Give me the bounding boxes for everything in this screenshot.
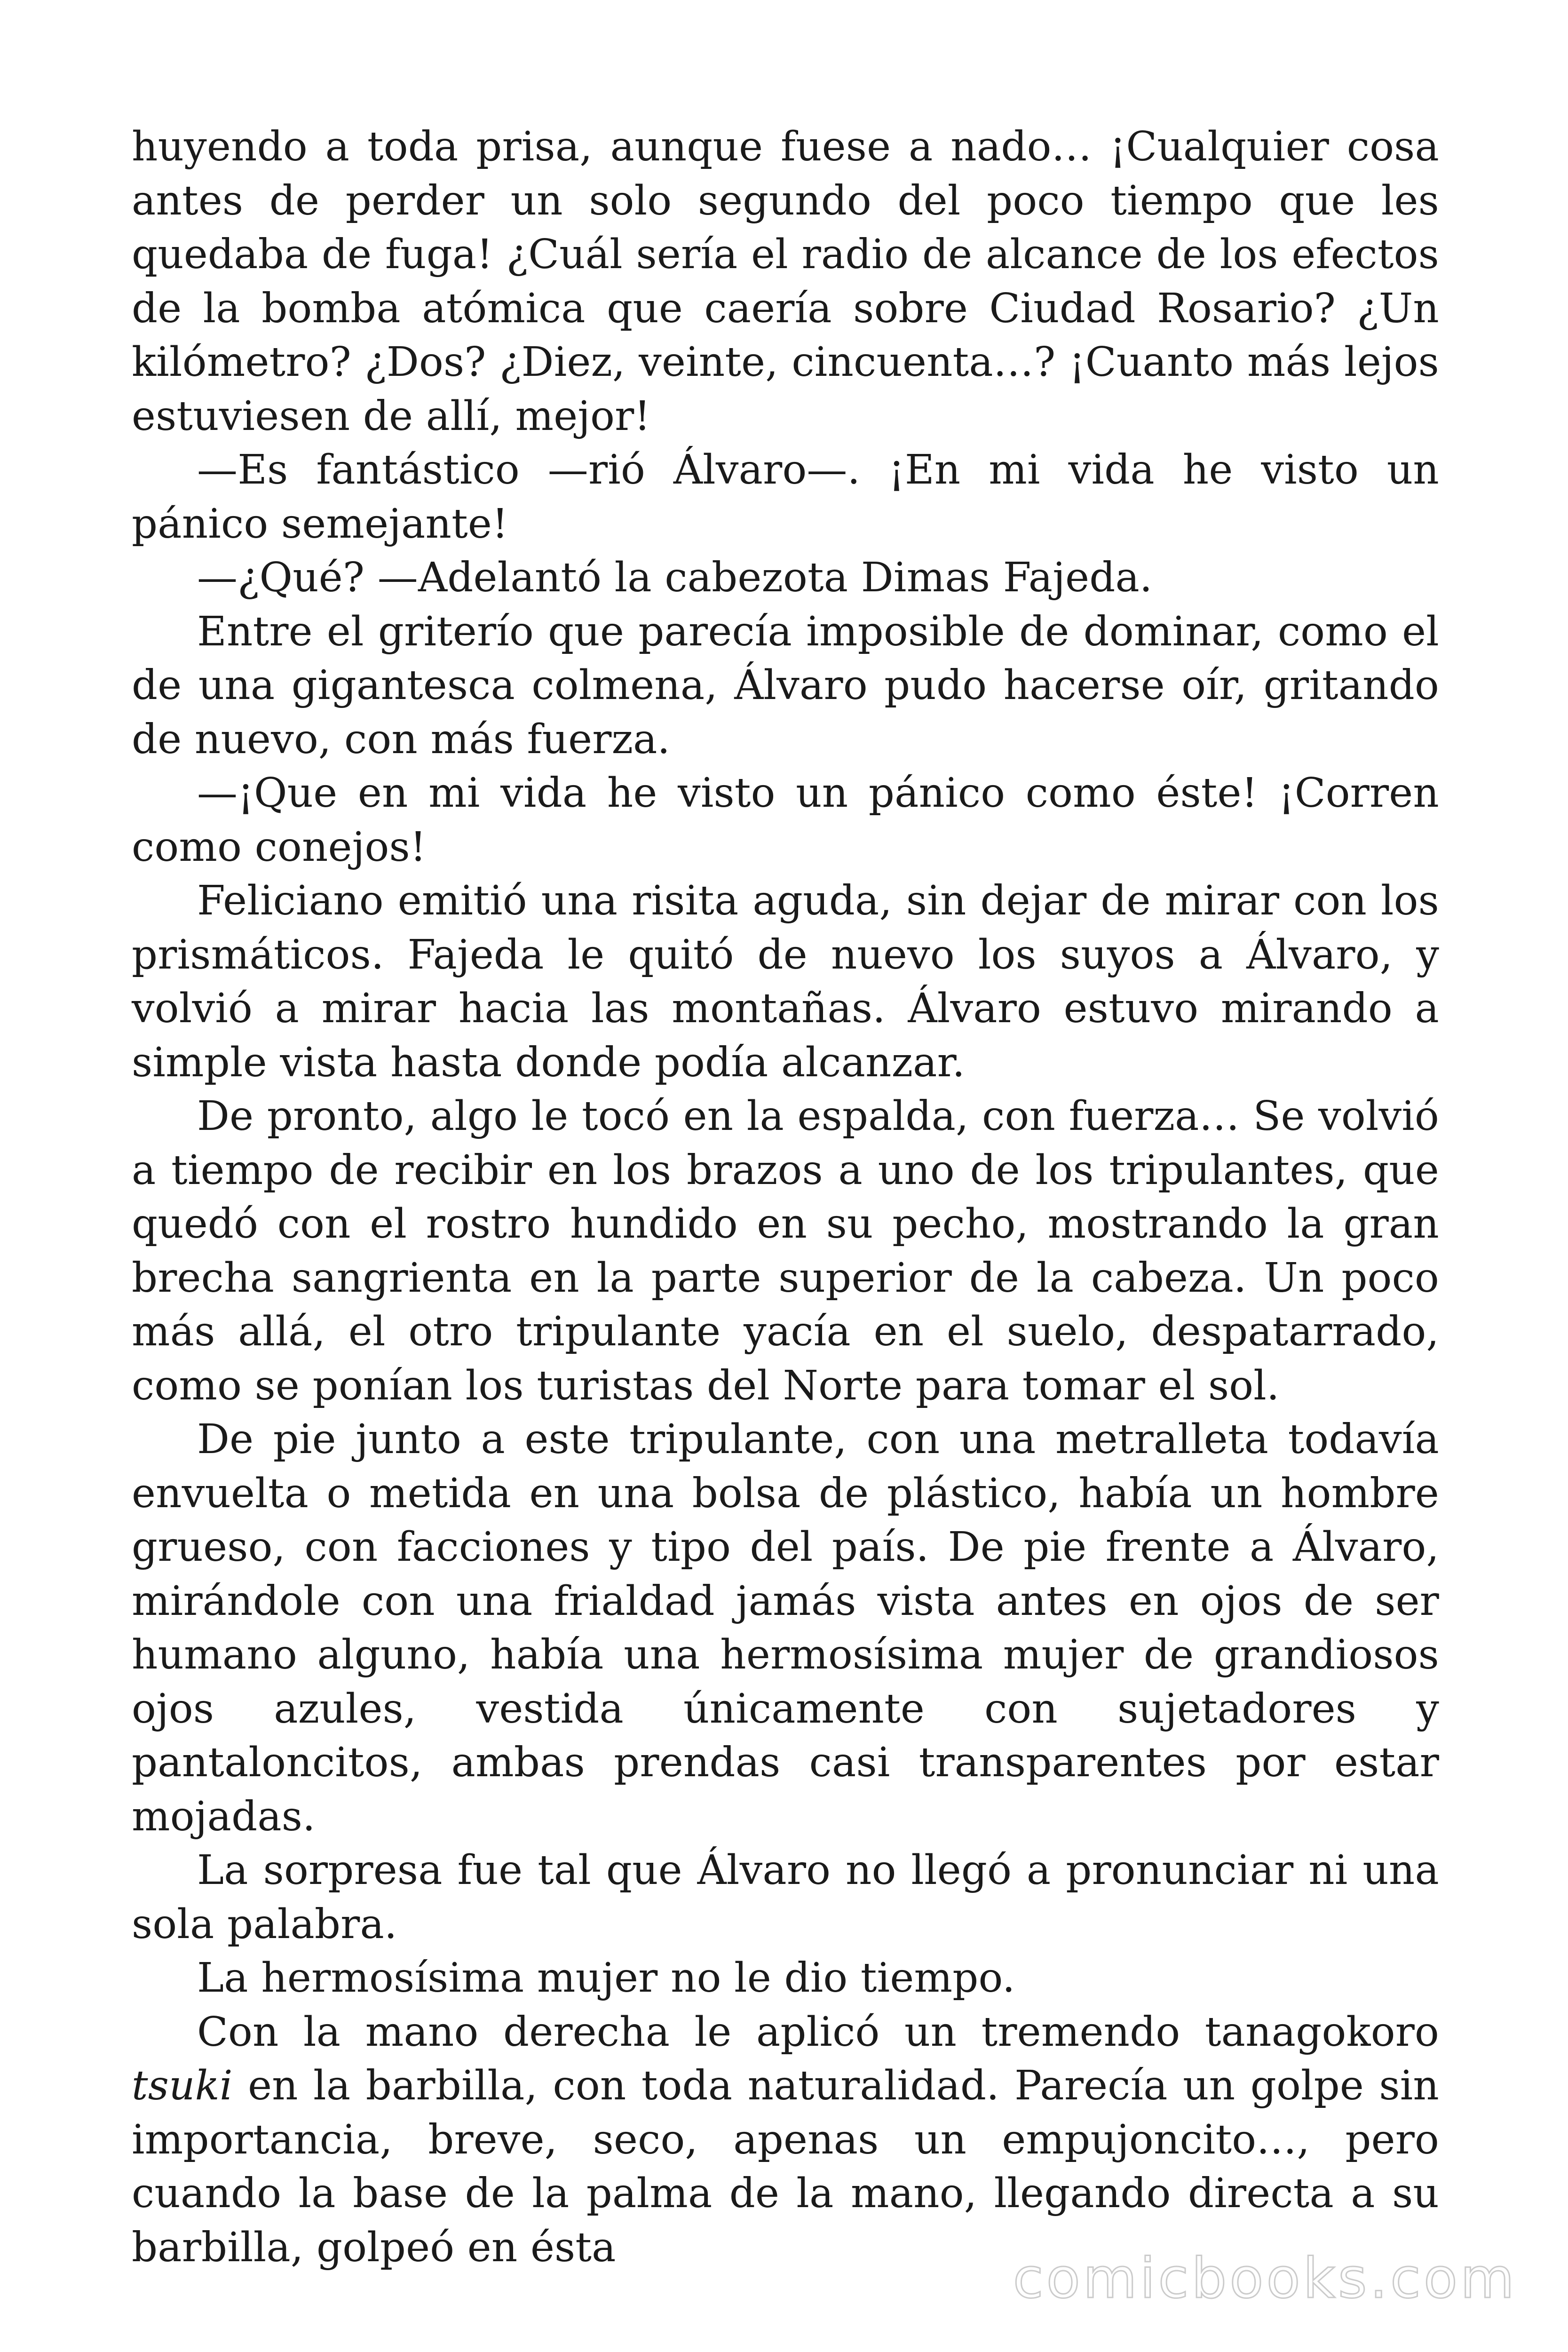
paragraph [132,766,1439,874]
text-run: Entre el griterío que parecía imposible de dominar, como el de una gigantesca colmena, Álvaro pudo hacerse oír, gritando de nuevo, con más fuerza. [132,608,1439,763]
paragraph [132,1951,1439,2005]
text-run: Feliciano emitió una risita aguda, sin dejar de mirar con los prismáticos. Fajeda le quitó de nuevo los suyos a Álvaro, y volvió a mirar hacia las montañas. Álvaro estuvo mirando a simple vista hasta donde podía alcanzar. [132,877,1439,1086]
text-run: huyendo a toda prisa, aunque fuese a nado… ¡Cualquier cosa antes de perder un solo segundo del poco tiempo que les quedaba de fuga! ¿Cuál sería el radio de alcance de los efectos de la bomba atómica que caería sobre Ciudad Rosario? ¿Un kilómetro? ¿Dos? ¿Diez, veinte, cincuenta…? ¡Cuanto más lejos estuviesen de allí, mejor! [132,123,1439,440]
paragraph [132,605,1439,767]
italic-term: tsuki [132,2062,233,2109]
paragraph [132,551,1439,605]
paragraph [132,1089,1439,1413]
paragraph [132,1843,1439,1951]
site-watermark: comicbooks.com [1013,2246,1517,2311]
text-run: De pie junto a este tripulante, con una metralleta todavía envuelta o metida en una bolsa de plástico, había un hombre grueso, con facciones y tipo del país. De pie frente a Álvaro, mirándole con una frialdad jamás vista antes en ojos de ser humano alguno, había una hermosísima mujer de grandiosos ojos azules, vestida únicamente con sujetadores y pantaloncitos, ambas prendas casi transparentes por estar mojadas. [132,1416,1439,1840]
text-run: —¡Que en mi vida he visto un pánico como éste! ¡Corren como conejos! [132,770,1439,871]
text-run: —Es fantástico —rió Álvaro—. ¡En mi vida he visto un pánico semejante! [132,446,1439,548]
paragraph [132,443,1439,551]
paragraph [132,1413,1439,1843]
text-run: en la barbilla, con toda naturalidad. Parecía un golpe sin importancia, breve, seco, apenas un empujoncito…, pero cuando la base de la palma de la mano, llegando directa a su barbilla, golpeó en ésta [132,2062,1439,2271]
body-text [132,120,1439,2274]
text-run: De pronto, algo le tocó en la espalda, con fuerza… Se volvió a tiempo de recibir en los brazos a uno de los tripulantes, que quedó con el rostro hundido en su pecho, mostrando la gran brecha sangrienta en la parte superior de la cabeza. Un poco más allá, el otro tripulante yacía en el suelo, despatarrado, como se ponían los turistas del Norte para tomar el sol. [132,1093,1439,1409]
text-run: —¿Qué? —Adelantó la cabezota Dimas Fajeda. [197,554,1153,601]
text-run: La hermosísima mujer no le dio tiempo. [197,1955,1015,2002]
text-run: Con la mano derecha le aplicó un tremendo tanagokoro [197,2008,1439,2056]
paragraph [132,874,1439,1089]
paragraph [132,2005,1439,2275]
text-run: La sorpresa fue tal que Álvaro no llegó a pronunciar ni una sola palabra. [132,1847,1439,1948]
paragraph [132,120,1439,443]
